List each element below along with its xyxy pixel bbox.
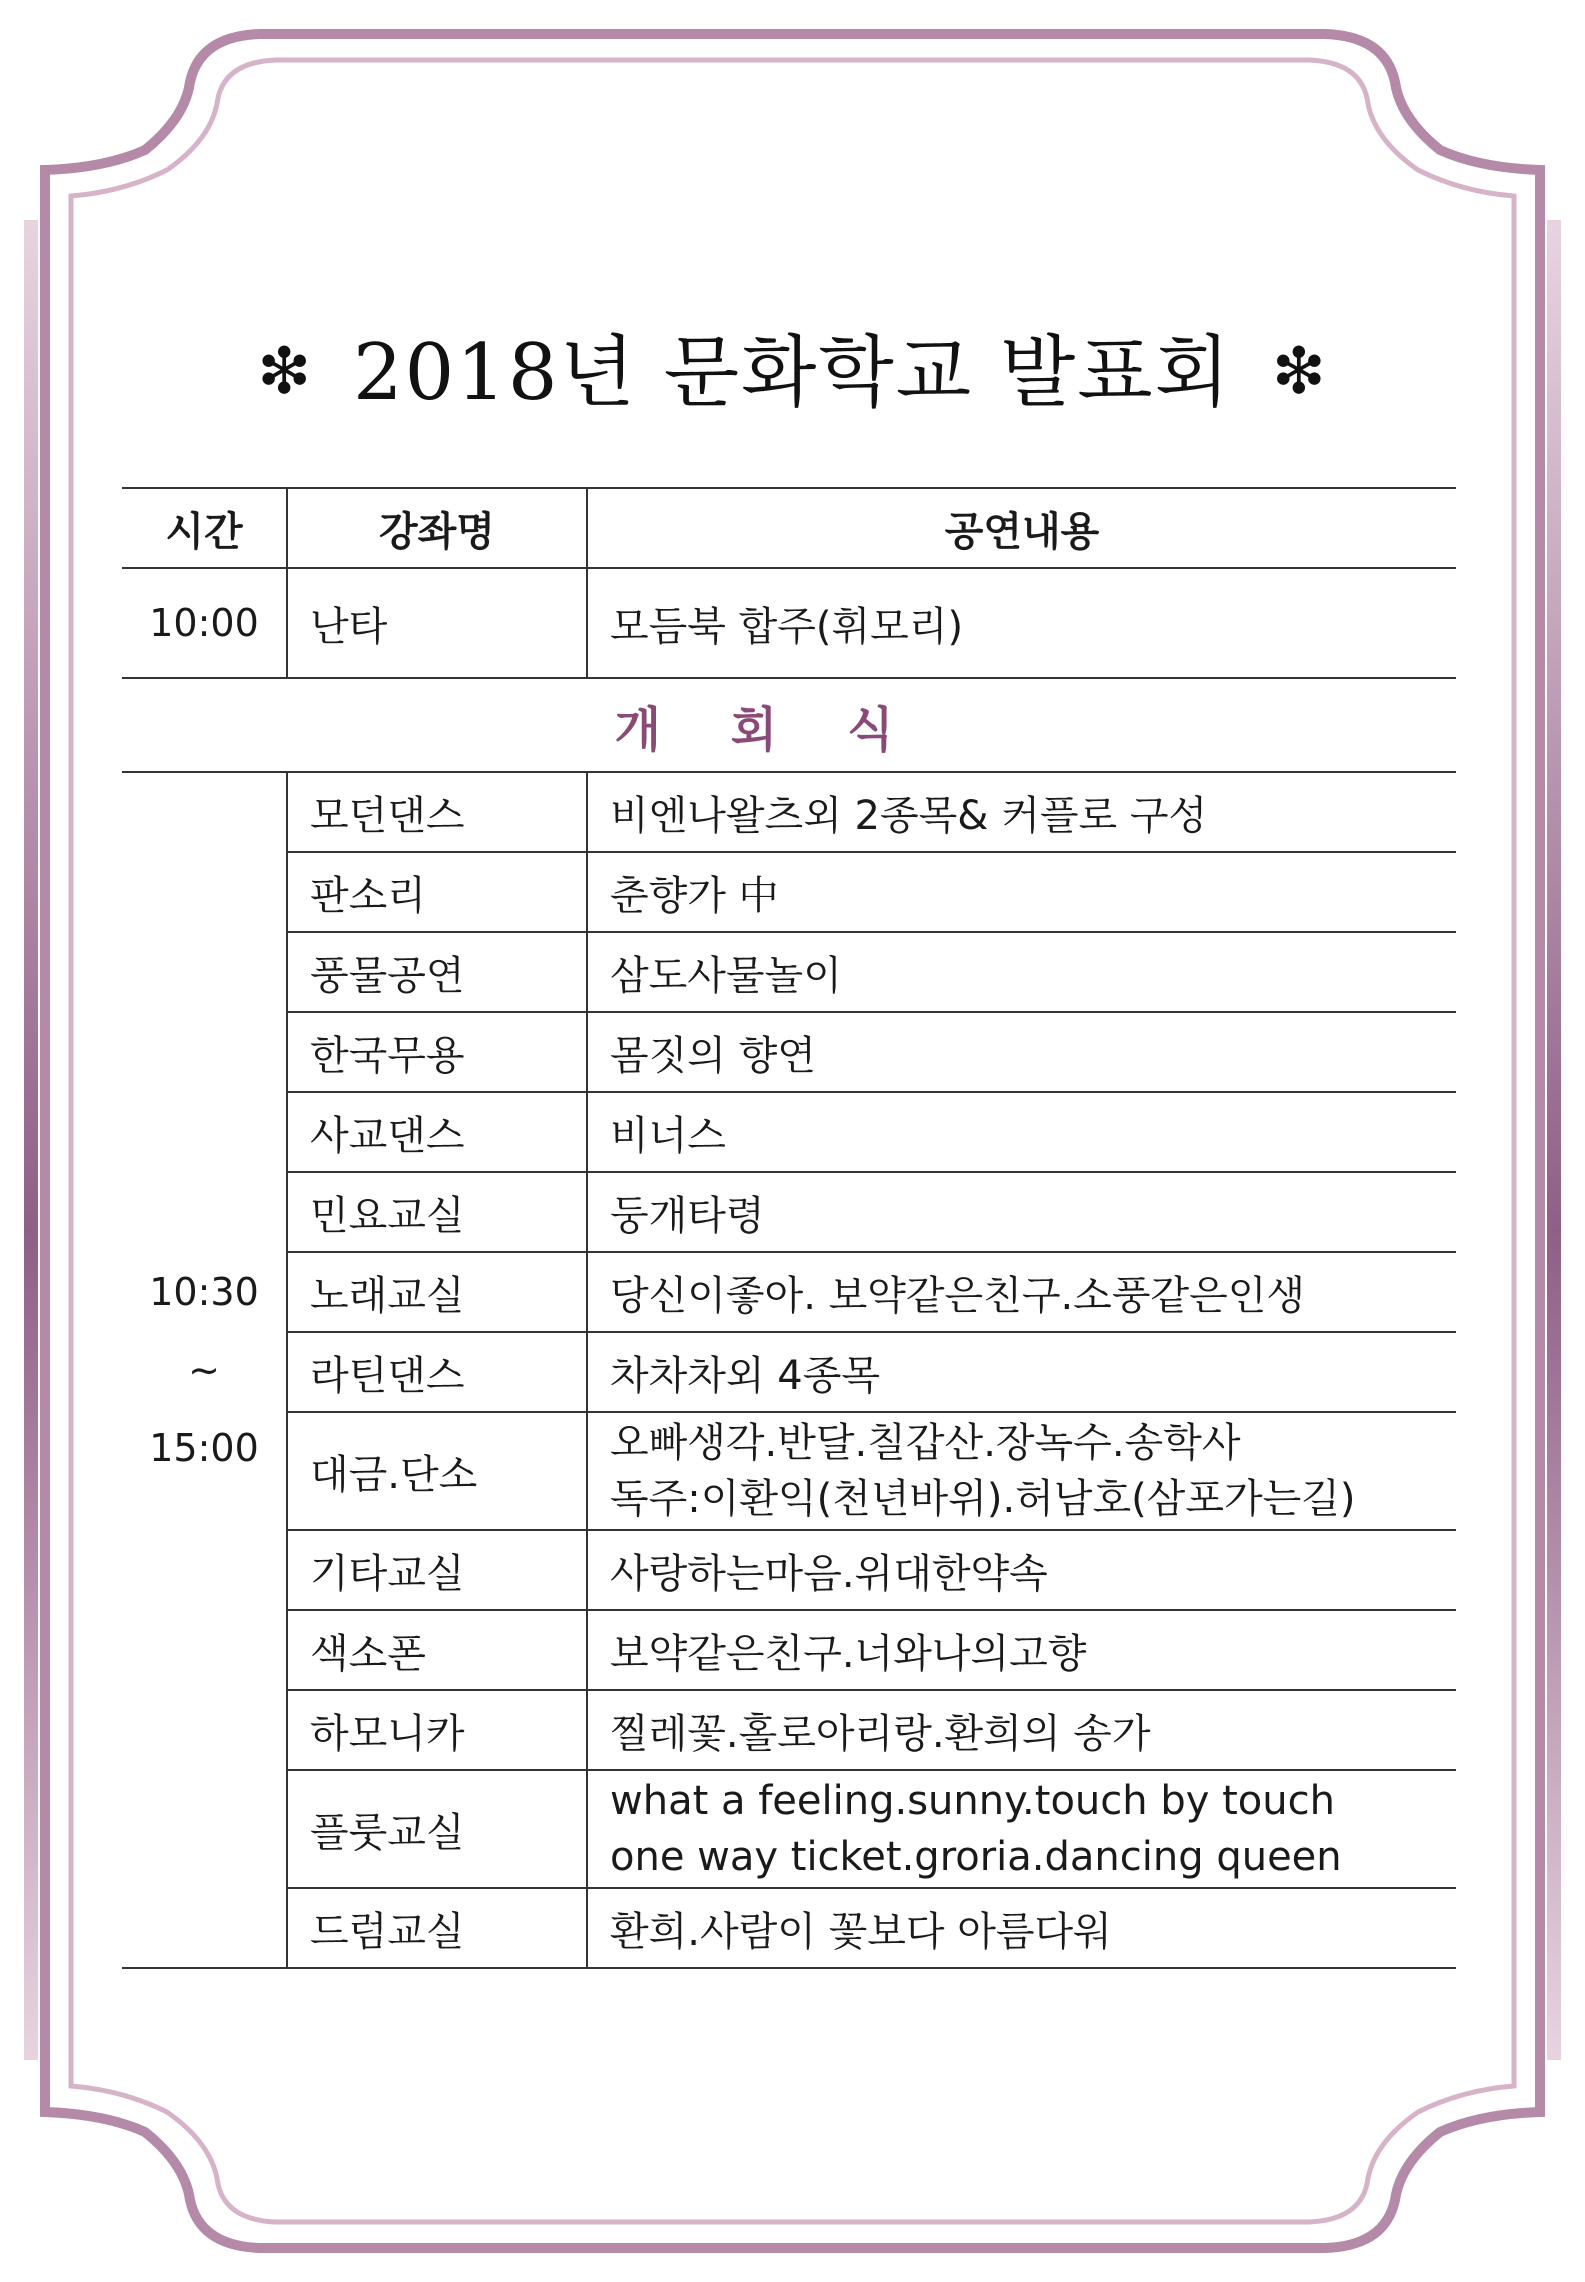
content-line: 차차차외 4종목	[610, 1352, 881, 1399]
table-row	[122, 568, 1456, 678]
course-cell: 사교댄스	[287, 1092, 587, 1172]
page-title	[0, 310, 1585, 422]
content-cell	[587, 1690, 1456, 1770]
content-cell	[587, 1888, 1456, 1968]
content-cell	[587, 1530, 1456, 1610]
content-cell	[587, 1012, 1456, 1092]
table-row	[122, 1012, 1456, 1092]
course-cell: 노래교실	[287, 1252, 587, 1332]
content-line: 비너스	[610, 1112, 726, 1159]
content-line: 찔레꽃.홀로아리랑.환희의 송가	[610, 1710, 1151, 1757]
header-course: 강좌명	[287, 488, 587, 568]
table-row	[122, 1530, 1456, 1610]
content-line: 환희.사람이 꽃보다 아름다워	[610, 1908, 1112, 1955]
time-range-cell	[122, 772, 287, 1968]
content-line: 오빠생각.반달.칠갑산.장녹수.송학사	[610, 1420, 1241, 1466]
afternoon-session	[122, 772, 1456, 1968]
table-row	[122, 1888, 1456, 1968]
content-cell	[587, 1172, 1456, 1252]
content-cell	[587, 932, 1456, 1012]
right-side-band	[1547, 220, 1561, 2060]
content-line: one way ticket.groria.dancing queen	[610, 1834, 1342, 1880]
content-cell	[587, 1332, 1456, 1412]
course-cell: 민요교실	[287, 1172, 587, 1252]
time-range-end: 15:00	[149, 1426, 259, 1470]
course-cell: 모던댄스	[287, 772, 587, 852]
content-cell	[587, 1412, 1456, 1530]
content-line: 비엔나왈츠외 2종목& 커플로 구성	[610, 792, 1208, 839]
opening-ceremony-label: 개회식	[122, 678, 1456, 772]
course-cell: 하모니카	[287, 1690, 587, 1770]
table-row	[122, 772, 1456, 852]
content-line: 춘향가 中	[610, 872, 779, 919]
table-row	[122, 1332, 1456, 1412]
content-cell	[587, 1252, 1456, 1332]
content-line: what a feeling.sunny.touch by touch	[610, 1778, 1335, 1824]
title-text: 2018년 문화학교 발표회	[353, 328, 1232, 418]
time-range-tilde: ~	[188, 1348, 220, 1392]
course-cell: 판소리	[287, 852, 587, 932]
course-cell: 기타교실	[287, 1530, 587, 1610]
table-row	[122, 1412, 1456, 1530]
course-cell: 드럼교실	[287, 1888, 587, 1968]
course-cell: 라틴댄스	[287, 1332, 587, 1412]
asterisk-left-icon: ❇	[257, 335, 314, 409]
content-line: 사랑하는마음.위대한약속	[610, 1550, 1048, 1597]
content-line: 삼도사물놀이	[610, 952, 842, 999]
table-row	[122, 1610, 1456, 1690]
asterisk-right-icon: ❇	[1271, 335, 1328, 409]
course-cell: 풍물공연	[287, 932, 587, 1012]
table-row	[122, 852, 1456, 932]
table-row	[122, 1092, 1456, 1172]
content-line: 독주:이환익(천년바위).허남호(삼포가는길)	[610, 1476, 1356, 1522]
table-row	[122, 1690, 1456, 1770]
content-cell	[587, 1610, 1456, 1690]
content-cell	[587, 852, 1456, 932]
content-cell: 모듬북 합주(휘모리)	[587, 568, 1456, 678]
content-cell	[587, 772, 1456, 852]
content-cell	[587, 1770, 1456, 1888]
course-cell: 색소폰	[287, 1610, 587, 1690]
course-cell: 난타	[287, 568, 587, 678]
course-cell: 대금.단소	[287, 1412, 587, 1530]
opening-row	[122, 678, 1456, 772]
content-line: 당신이좋아. 보약같은친구.소풍같은인생	[610, 1272, 1306, 1319]
program-table	[122, 487, 1456, 1969]
time-cell: 10:00	[122, 568, 287, 678]
header-time: 시간	[122, 488, 287, 568]
table-row	[122, 1252, 1456, 1332]
course-cell: 플룻교실	[287, 1770, 587, 1888]
table-row	[122, 1770, 1456, 1888]
header-row	[122, 488, 1456, 568]
left-side-band	[24, 220, 38, 2060]
content-line: 몸짓의 향연	[610, 1032, 816, 1079]
table-row	[122, 1172, 1456, 1252]
course-cell: 한국무용	[287, 1012, 587, 1092]
header-content: 공연내용	[587, 488, 1456, 568]
time-range-start: 10:30	[149, 1270, 259, 1314]
content-cell	[587, 1092, 1456, 1172]
content-line: 보약같은친구.너와나의고향	[610, 1630, 1087, 1677]
table-row	[122, 932, 1456, 1012]
content-line: 둥개타령	[610, 1192, 765, 1239]
